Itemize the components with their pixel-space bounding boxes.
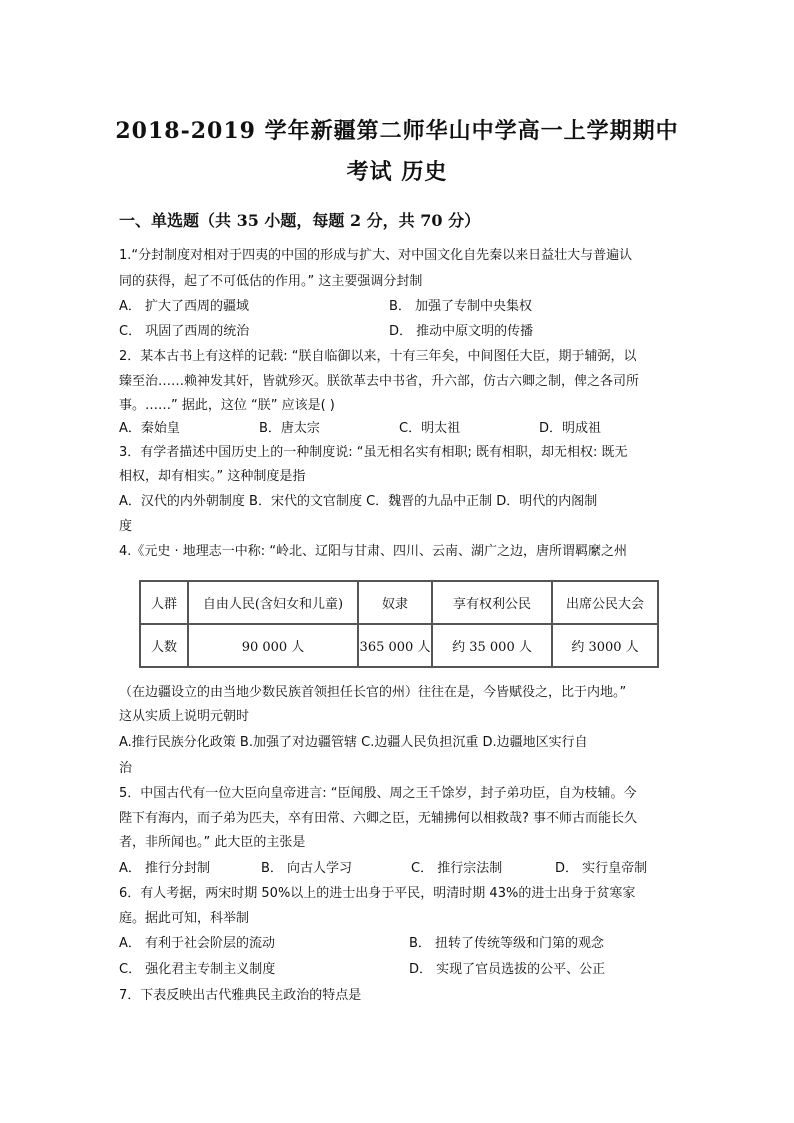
question-2-line-2: 臻至治……赖神发其奸，皆就殄灭。朕欲革去中书省，升六部，仿古六卿之制，俾之各司所 xyxy=(119,374,640,389)
table-header-cell: 自由人民(含妇女和儿童) xyxy=(188,581,358,624)
question-4-options: A.推行民族分化政策 B.加强了对边疆管辖 C.边疆人民负担沉重 D.边疆地区实行自 xyxy=(119,735,588,750)
table-cell: 90 000 人 xyxy=(188,624,358,667)
question-2-option-c: C．明太祖 xyxy=(399,421,461,436)
table-cell: 约 3000 人 xyxy=(552,624,658,667)
question-5-line-2: 陛下有海内，而子弟为匹夫，卒有田常、六卿之臣，无辅拂何以相救哉? 事不师古而能长久 xyxy=(119,811,638,826)
question-5-line-1: 5．中国古代有一位大臣向皇帝进言: “臣闻殷、周之王千馀岁，封子弟功臣，自为枝辅。今 xyxy=(119,786,637,801)
question-1-option-a: A． 扩大了西周的疆域 xyxy=(119,299,250,314)
question-5-option-a: A． 推行分封制 xyxy=(119,861,211,876)
question-4-line-1: 4.《元史 · 地理志一中称: “岭北、辽阳与甘肃、四川、云南、湖广之边，唐所谓羁縻之州 xyxy=(119,544,628,559)
question-2-line-1: 2．某本古书上有这样的记载: “朕自临御以来，十有三年矣，中间图任大臣，期于辅弼，以 xyxy=(119,349,637,364)
question-3-options: A．汉代的内外朝制度 B．宋代的文官制度 C．魏晋的九品中正制 D．明代的内阁制 xyxy=(119,494,598,509)
question-5-line-3: 者，非所闻也。” 此大臣的主张是 xyxy=(119,835,306,850)
question-2-option-b: B．唐太宗 xyxy=(259,421,320,436)
question-6-option-c: C． 强化君主专制主义制度 xyxy=(119,962,276,977)
document-title-line1: 2018-2019 学年新疆第二师华山中学高一上学期期中 xyxy=(115,118,679,144)
question-6-line-2: 庭。据此可知，科举制 xyxy=(119,911,250,926)
table-header-cell: 奴隶 xyxy=(358,581,432,624)
document-title-line2: 考试 历史 xyxy=(346,159,448,185)
question-3-line-2: 相权，却有相实。” 这种制度是指 xyxy=(119,469,306,484)
question-6-option-a: A． 有利于社会阶层的流动 xyxy=(119,936,276,951)
population-table xyxy=(139,580,659,668)
table-cell: 人数 xyxy=(140,624,188,667)
question-6-option-d: D． 实现了官员选拔的公平、公正 xyxy=(409,962,606,977)
question-2-option-a: A．秦始皇 xyxy=(119,421,180,436)
table-header-row xyxy=(140,581,658,624)
question-2-line-3: 事。……” 据此，这位 “朕” 应该是( ) xyxy=(119,398,335,413)
question-1-line-2: 同的获得，起了不可低估的作用。” 这主要强调分封制 xyxy=(119,274,423,289)
table-row xyxy=(140,624,658,667)
question-3-line-1: 3．有学者描述中国历史上的一种制度说: “虽无相名实有相职; 既有相职，却无相权: 既无 xyxy=(119,445,628,460)
question-1-option-c: C． 巩固了西周的统治 xyxy=(119,324,250,339)
question-6-option-b: B． 扭转了传统等级和门第的观念 xyxy=(409,936,605,951)
question-4-line-3: 这从实质上说明元朝时 xyxy=(119,709,250,724)
question-3-options-wrap: 度 xyxy=(119,519,133,534)
question-1-option-b: B． 加强了专制中央集权 xyxy=(389,299,533,314)
table-header-cell: 出席公民大会 xyxy=(552,581,658,624)
table-header-cell: 享有权利公民 xyxy=(432,581,552,624)
question-6-line-1: 6．有人考据，两宋时期 50%以上的进士出身于平民，明清时期 43%的进士出身于贫寒家 xyxy=(119,886,636,901)
section-heading: 一、单选题（共 35 小题，每题 2 分，共 70 分） xyxy=(119,211,481,230)
question-1-line-1: 1.“分封制度对相对于四夷的中国的形成与扩大、对中国文化自先秦以来日益壮大与普遍认 xyxy=(119,248,633,263)
question-4-options-wrap: 治 xyxy=(119,761,133,776)
table-header-cell: 人群 xyxy=(140,581,188,624)
question-5-option-c: C． 推行宗法制 xyxy=(411,861,503,876)
question-5-option-d: D． 实行皇帝制 xyxy=(555,861,648,876)
question-2-option-d: D．明成祖 xyxy=(539,421,602,436)
table-cell: 约 35 000 人 xyxy=(432,624,552,667)
question-4-line-2: （在边疆设立的由当地少数民族首领担任长官的州）往往在是，今皆赋役之，比于内地。” xyxy=(119,685,627,700)
question-1-option-d: D． 推动中原文明的传播 xyxy=(389,324,534,339)
table-cell: 365 000 人 xyxy=(358,624,432,667)
question-5-option-b: B． 向古人学习 xyxy=(261,861,353,876)
question-7-line-1: 7．下表反映出古代雅典民主政治的特点是 xyxy=(119,988,362,1003)
